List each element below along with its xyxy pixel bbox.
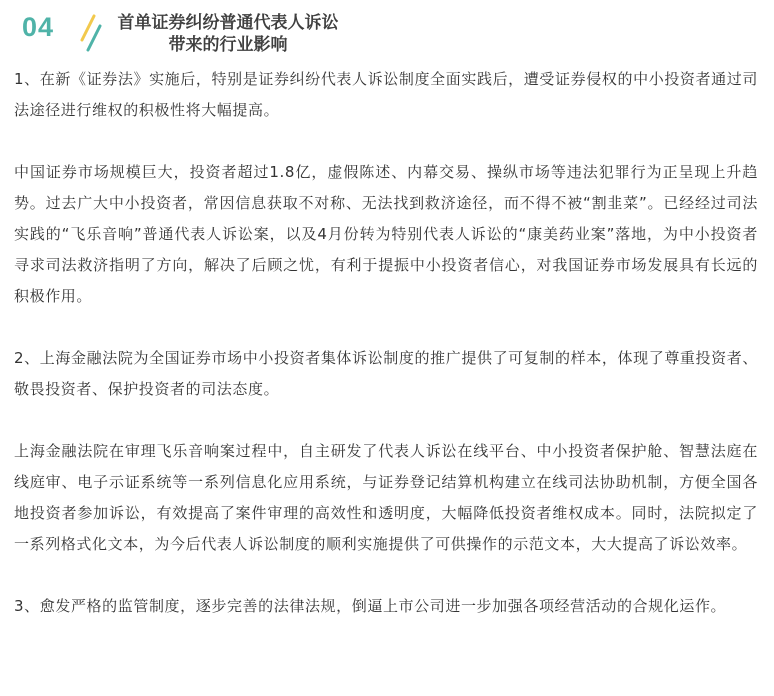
paragraph-3: 2、上海金融法院为全国证券市场中小投资者集体诉讼制度的推广提供了可复制的样本，体现了尊重投资者、敬畏投资者、保护投资者的司法态度。 <box>14 349 758 398</box>
paragraph-spacer <box>14 312 758 343</box>
paragraph-spacer <box>14 126 758 157</box>
section-number: 04 <box>22 12 55 42</box>
paragraph-5: 3、愈发严格的监管制度，逐步完善的法律法规，倒逼上市公司进一步加强各项经营活动的合规化运作。 <box>14 597 727 615</box>
section-title <box>108 12 348 56</box>
section-title-line2: 带来的行业影响 <box>168 35 288 55</box>
article-body <box>14 64 758 622</box>
paragraph-spacer <box>14 405 758 436</box>
paragraph-2: 中国证券市场规模巨大，投资者超过1.8亿，虚假陈述、内幕交易、操纵市场等违法犯罪行为正呈现上升趋势。过去广大中小投资者，常因信息获取不对称、无法找到救济途径，而不得不被“割韭菜”。已经经过司法实践的“飞乐音响”普通代表人诉讼案，以及4月份转为特别代表人诉讼的“康美药业案”落地，为中小投资者寻求司法救济指明了方向，解决了后顾之忧，有利于提振中小投资者信心，对我国证券市场发展具有长远的积极作用。 <box>14 163 758 305</box>
paragraph-4: 上海金融法院在审理飞乐音响案过程中，自主研发了代表人诉讼在线平台、中小投资者保护舱、智慧法庭在线庭审、电子示证系统等一系列信息化应用系统，与证券登记结算机构建立在线司法协助机制，方便全国各地投资者参加诉讼，有效提高了案件审理的高效性和透明度，大幅降低投资者维权成本。同时，法院拟定了一系列格式化文本，为今后代表人诉讼制度的顺利实施提供了可供操作的示范文本，大大提高了诉讼效率。 <box>14 442 758 553</box>
decorative-slash-icon <box>78 14 102 54</box>
section-header <box>0 0 774 60</box>
paragraph-1: 1、在新《证券法》实施后，特别是证券纠纷代表人诉讼制度全面实践后，遭受证券侵权的中小投资者通过司法途径进行维权的积极性将大幅提高。 <box>14 70 758 119</box>
paragraph-spacer <box>14 560 758 591</box>
section-title-line1: 首单证券纠纷普通代表人诉讼 <box>117 13 339 33</box>
